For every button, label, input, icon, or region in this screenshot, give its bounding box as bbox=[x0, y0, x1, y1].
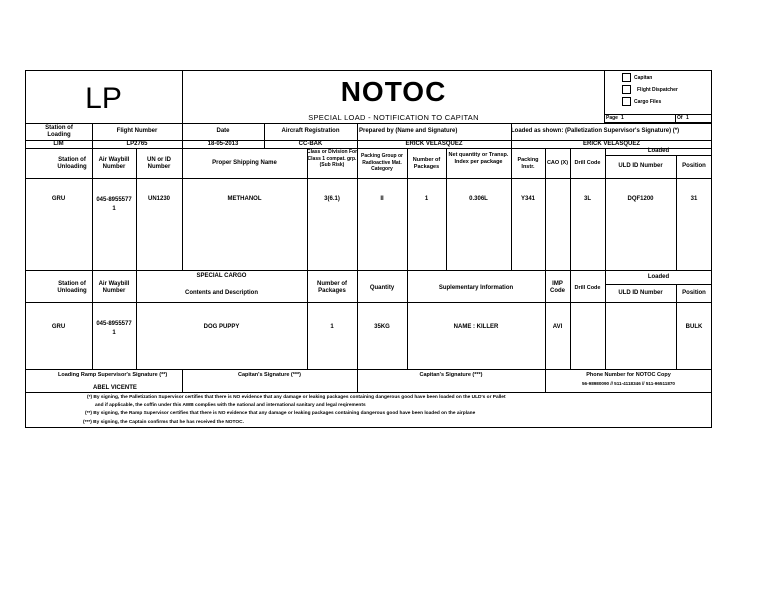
station-loading-header: Station of Loading bbox=[45, 125, 73, 138]
dg-num-packages-value: 1 bbox=[424, 196, 429, 202]
sc-num-packages-value: 1 bbox=[330, 324, 334, 330]
sc-supp-info-value: NAME : KILLER bbox=[453, 324, 499, 330]
dg-loaded-header: Loaded bbox=[647, 148, 670, 154]
sc-quantity-value: 35KG bbox=[374, 324, 390, 330]
aircraft-registration-value: CC-BAK bbox=[298, 141, 323, 147]
sc-uld-id-header: ULD ID Number bbox=[618, 290, 663, 296]
checkbox-flight-dispatcher-label: Flight Dispatcher bbox=[637, 87, 678, 93]
dg-drill-code-header: Drill Code bbox=[574, 160, 601, 166]
sc-special-cargo-header: SPECIAL CARGO bbox=[196, 273, 247, 279]
flight-number-value: LP2765 bbox=[126, 141, 148, 147]
sc-num-packages-header: Number of Packages bbox=[317, 281, 347, 294]
dg-shipping-name-value: METHANOL bbox=[227, 196, 262, 202]
checkbox-capitan[interactable] bbox=[622, 73, 631, 82]
dg-net-qty-value: 0.306L bbox=[469, 196, 488, 202]
dg-awb-header: Air Waybill Number bbox=[98, 157, 130, 170]
ramp-supervisor-signature-label: Loading Ramp Supervisor's Signature (**) bbox=[58, 372, 168, 378]
rule-dg-header-bottom bbox=[25, 178, 712, 179]
flight-number-header: Flight Number bbox=[116, 128, 158, 134]
sc-position-value: BULK bbox=[685, 324, 703, 330]
dg-cao-header: CAO (X) bbox=[546, 160, 569, 166]
sc-col-3 bbox=[307, 270, 308, 369]
checkbox-cargo-files[interactable] bbox=[622, 97, 631, 106]
dg-col-2 bbox=[136, 148, 137, 270]
dg-uld-id-value: DQF1200 bbox=[627, 196, 654, 202]
dg-position-header: Position bbox=[682, 163, 706, 169]
footnote-ramp-supervisor: (**) By signing, the Ramp Supervisor certifies that there is NO evidence that any damage or leaking packages containing dangerous good have been loaded on the airplane bbox=[85, 411, 476, 416]
rule-special-header-bottom bbox=[25, 302, 712, 303]
form-subtitle: SPECIAL LOAD - NOTIFICATION TO CAPITAN bbox=[308, 113, 479, 122]
dg-station-unloading-header: Station of Unloading bbox=[57, 157, 87, 170]
prepared-by-value: ERICK VELASQUEZ bbox=[405, 141, 463, 147]
dg-uld-id-header: ULD ID Number bbox=[618, 163, 663, 169]
dg-num-packages-header: Number of Packages bbox=[412, 157, 441, 170]
of-label: Of bbox=[677, 115, 683, 121]
dg-net-qty-header: Net quantity or Transp. Index per package bbox=[448, 152, 509, 165]
dg-un-id-header: UN or ID Number bbox=[147, 157, 171, 170]
date-value: 18-05-2013 bbox=[207, 141, 239, 147]
dg-class-header: Class or Division For Class 1 compat. grp. (Sub Risk) bbox=[307, 149, 358, 168]
sc-col-2 bbox=[136, 270, 137, 369]
sc-contents-value: DOG PUPPY bbox=[203, 324, 240, 330]
page-label: Page bbox=[606, 115, 618, 121]
prepared-by-header: Prepared by (Name and Signature) bbox=[359, 128, 458, 134]
rule-signatures-bottom bbox=[25, 392, 712, 393]
sc-station-unloading-value: GRU bbox=[51, 324, 66, 330]
form-title: NOTOC bbox=[340, 76, 447, 107]
dg-shipping-name-header: Proper Shipping Name bbox=[212, 160, 277, 166]
rule-special-loaded bbox=[605, 284, 712, 285]
station-loading-value: LIM bbox=[53, 141, 64, 147]
page-number: 1 bbox=[621, 115, 624, 121]
rule-dg-row-bottom bbox=[25, 270, 712, 271]
rule-dg-loaded bbox=[605, 155, 712, 156]
dg-station-unloading-value: GRU bbox=[51, 196, 66, 202]
ramp-supervisor-name: ABEL VICENTE bbox=[93, 385, 137, 391]
dg-un-id-value: UN1230 bbox=[147, 196, 170, 202]
dg-packing-instr-header: Packing Instr. bbox=[517, 157, 539, 170]
dg-packing-group-header: Packing Group or Radioactive Mat. Category bbox=[361, 153, 403, 172]
sc-position-header: Position bbox=[682, 290, 706, 296]
phone-numbers: 56-98980090 // 511-4118346 // 511-96511870 bbox=[582, 381, 675, 386]
sc-awb-header: Air Waybill Number bbox=[98, 281, 130, 294]
dg-col-12 bbox=[676, 155, 677, 270]
date-header: Date bbox=[216, 128, 230, 134]
aircraft-registration-header: Aircraft Registration bbox=[281, 128, 340, 134]
capitan-signature-label-1: Capitan's Signature (***) bbox=[237, 372, 302, 378]
checkbox-cargo-files-label: Cargo Files bbox=[634, 99, 662, 105]
sc-loaded-header: Loaded bbox=[647, 274, 670, 280]
dg-position-value: 31 bbox=[690, 196, 698, 202]
sc-drill-code-header: Drill Code bbox=[574, 285, 601, 291]
sc-supp-info-header: Suplementary Information bbox=[438, 285, 514, 291]
footnote-captain: (***) By signing, the Captain confirms that he has received the NOTOC. bbox=[83, 420, 244, 425]
rule-special-row-bottom bbox=[25, 369, 712, 370]
sc-station-unloading-header: Station of Unloading bbox=[57, 281, 87, 294]
checkbox-capitan-label: Capitan bbox=[634, 75, 653, 81]
footnote-palletization-1: (*) By signing, the Palletization Supervisor certifies that there is NO evidence that any damage or leaking packages containing dangerous good have been loaded on the ULD's or Pallet bbox=[87, 395, 506, 400]
loaded-as-shown-value: ERICK VELASQUEZ bbox=[582, 141, 640, 147]
dg-packing-instr-value: Y341 bbox=[520, 196, 535, 202]
dg-packing-group-value: II bbox=[380, 196, 384, 202]
sc-col-8 bbox=[605, 270, 606, 369]
sc-quantity-header: Quantity bbox=[369, 285, 395, 291]
dg-class-value: 3(6.1) bbox=[324, 196, 340, 202]
checkbox-flight-dispatcher[interactable] bbox=[622, 85, 631, 94]
sc-awb-value: 045-89555771 bbox=[96, 321, 132, 336]
phone-number-label: Phone Number for NOTOC Copy bbox=[586, 372, 671, 378]
page-counter-divider bbox=[675, 114, 676, 123]
sc-imp-code-value: AVI bbox=[552, 324, 563, 330]
dg-awb-value: 045-89555771 bbox=[96, 197, 132, 212]
sc-imp-code-header: IMP Code bbox=[550, 281, 565, 294]
airline-logo: LP bbox=[85, 82, 122, 115]
loaded-as-shown-header: Loaded as shown: (Palletization Supervisor's Signature) (*) bbox=[511, 128, 680, 134]
dg-drill-code-value: 3L bbox=[583, 196, 591, 202]
dg-col-7 bbox=[446, 148, 447, 270]
footnote-palletization-2: and if applicable, the coffin under this AWB complies with the national and international sanitary and legal reqirements bbox=[95, 403, 366, 408]
sc-contents-header: Contents and Description bbox=[184, 290, 258, 296]
of-number: 1 bbox=[686, 115, 689, 121]
rule-flight-top bbox=[25, 123, 712, 124]
capitan-signature-label-2: Capitan's Signature (***) bbox=[419, 372, 483, 378]
